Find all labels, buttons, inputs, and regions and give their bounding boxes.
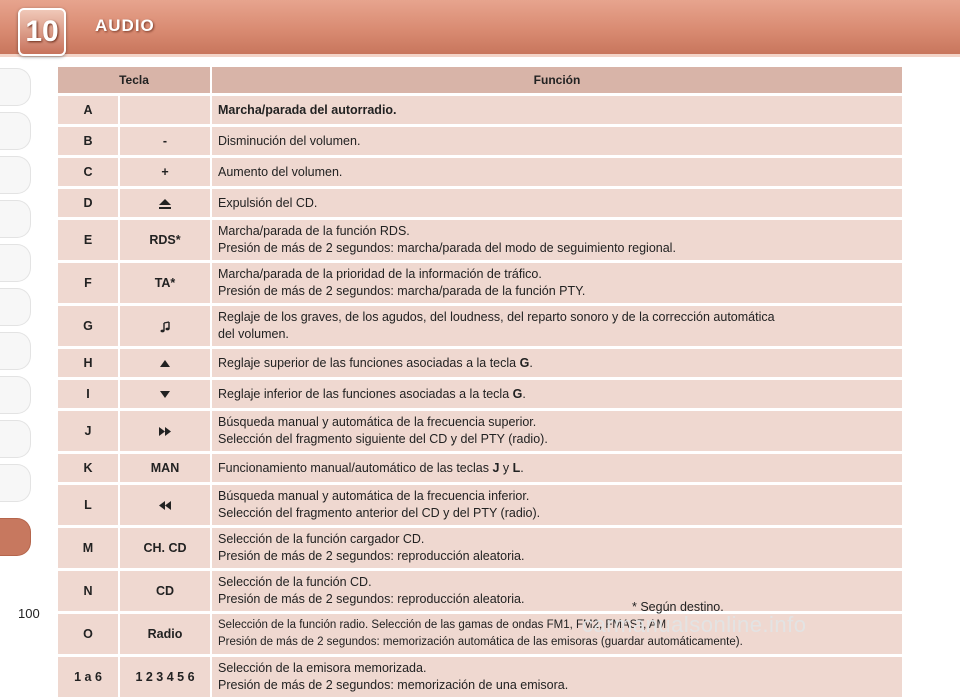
key-cell: O — [58, 614, 118, 654]
chapter-tabs — [0, 68, 32, 598]
function-text: Reglaje superior de las funciones asociadas a la tecla — [218, 355, 520, 370]
chapter-tab[interactable] — [0, 200, 31, 238]
symbol-cell: - — [120, 127, 210, 155]
chapter-title: AUDIO — [95, 16, 155, 35]
key-reference: G — [512, 386, 523, 401]
table-row — [58, 220, 902, 260]
function-line: Selección del fragmento siguiente del CD y del PTY (radio). — [218, 432, 548, 446]
function-cell — [212, 220, 902, 260]
function-line: Búsqueda manual y automática de la frecuencia superior. — [218, 415, 537, 429]
chapter-tab[interactable] — [0, 420, 31, 458]
function-text: Funcionamiento manual/automático de las teclas — [218, 460, 493, 475]
chapter-tab-active[interactable] — [0, 518, 31, 556]
key-cell: B — [58, 127, 118, 155]
chapter-tab[interactable] — [0, 332, 31, 370]
chapter-tab[interactable] — [0, 376, 31, 414]
chapter-tab[interactable] — [0, 288, 31, 326]
arrow-up-icon — [160, 360, 170, 367]
function-cell — [212, 657, 902, 697]
rewind-icon — [159, 501, 171, 510]
function-line: Selección del fragmento anterior del CD y del PTY (radio). — [218, 506, 541, 520]
table-row — [58, 158, 902, 186]
symbol-cell — [120, 189, 210, 217]
function-cell — [212, 380, 902, 408]
key-cell: K — [58, 454, 118, 482]
function-line: Selección de la emisora memorizada. — [218, 661, 427, 675]
key-reference: J — [492, 460, 500, 475]
symbol-cell — [120, 96, 210, 124]
symbol-cell — [120, 411, 210, 451]
function-cell — [212, 411, 902, 451]
key-cell: C — [58, 158, 118, 186]
symbol-cell: MAN — [120, 454, 210, 482]
header-divider — [0, 54, 960, 57]
symbol-cell: CH. CD — [120, 528, 210, 568]
symbol-cell: RDS* — [120, 220, 210, 260]
table-row — [58, 189, 902, 217]
function-line: Selección de la función cargador CD. — [218, 532, 425, 546]
table-row — [58, 528, 902, 568]
function-line: Presión de más de 2 segundos: marcha/parada del modo de seguimiento regional. — [218, 241, 676, 255]
function-line: Búsqueda manual y automática de la frecuencia inferior. — [218, 489, 530, 503]
table-row — [58, 263, 902, 303]
table-row — [58, 127, 902, 155]
key-cell: L — [58, 485, 118, 525]
key-cell: J — [58, 411, 118, 451]
table-row — [58, 96, 902, 124]
function-cell — [212, 263, 902, 303]
table-row — [58, 380, 902, 408]
chapter-tab[interactable] — [0, 156, 31, 194]
chapter-tab[interactable] — [0, 112, 31, 150]
function-cell — [212, 454, 902, 482]
function-text: . — [529, 355, 533, 370]
symbol-cell: TA* — [120, 263, 210, 303]
symbol-cell — [120, 380, 210, 408]
key-cell: I — [58, 380, 118, 408]
function-line: Selección de la función CD. — [218, 575, 372, 589]
chapter-number-badge: 10 — [18, 8, 66, 56]
table-row — [58, 306, 902, 346]
symbol-cell: 1 2 3 4 5 6 — [120, 657, 210, 697]
function-line: Presión de más de 2 segundos: reproducción aleatoria. — [218, 592, 525, 606]
function-line: Presión de más de 2 segundos: memorización de una emisora. — [218, 678, 569, 692]
table-row — [58, 454, 902, 482]
symbol-cell — [120, 485, 210, 525]
watermark: carmanualsonline.info — [582, 612, 807, 637]
key-cell: H — [58, 349, 118, 377]
arrow-down-icon — [160, 391, 170, 398]
symbol-cell — [120, 349, 210, 377]
function-line: del volumen. — [218, 327, 289, 341]
function-cell — [212, 96, 902, 124]
function-cell — [212, 306, 902, 346]
key-cell: N — [58, 571, 118, 611]
key-reference: L — [512, 460, 521, 475]
table-row — [58, 657, 902, 697]
column-header-function: Función — [212, 67, 902, 93]
function-cell — [212, 485, 902, 525]
symbol-cell — [120, 306, 210, 346]
function-text: Reglaje inferior de las funciones asociadas a la tecla — [218, 386, 513, 401]
chapter-tab[interactable] — [0, 244, 31, 282]
function-line: Marcha/parada de la función RDS. — [218, 224, 410, 238]
key-cell: D — [58, 189, 118, 217]
function-text: . — [522, 386, 526, 401]
page-number: 100 — [18, 606, 40, 621]
symbol-cell: + — [120, 158, 210, 186]
fast-forward-icon — [159, 427, 171, 436]
function-line: Reglaje de los graves, de los agudos, del loudness, del reparto sonoro y de la corrección automática — [218, 310, 775, 324]
function-line: Presión de más de 2 segundos: reproducción aleatoria. — [218, 549, 525, 563]
audio-keys-table — [56, 64, 904, 700]
function-cell: Aumento del volumen. — [212, 158, 902, 186]
function-cell: Expulsión del CD. — [212, 189, 902, 217]
table-row — [58, 349, 902, 377]
eject-icon — [158, 199, 172, 209]
footnote: * Según destino. — [632, 600, 724, 614]
table-row — [58, 411, 902, 451]
function-cell — [212, 571, 902, 611]
table-row — [58, 485, 902, 525]
symbol-cell: CD — [120, 571, 210, 611]
key-cell: G — [58, 306, 118, 346]
function-text: Marcha/parada del autorradio. — [218, 102, 397, 117]
key-cell: E — [58, 220, 118, 260]
key-cell: M — [58, 528, 118, 568]
function-line: Selección de la función radio. Selección de las gamas de ondas FM1, FM2, FMAST, AM. — [218, 619, 670, 631]
function-line: Presión de más de 2 segundos: marcha/parada de la función PTY. — [218, 284, 586, 298]
music-note-icon — [159, 321, 171, 333]
table-row — [58, 571, 902, 611]
chapter-tab[interactable] — [0, 68, 31, 106]
key-cell: A — [58, 96, 118, 124]
key-cell: F — [58, 263, 118, 303]
function-text: y — [499, 460, 513, 475]
function-line: Presión de más de 2 segundos: memorización automática de las emisoras (guardar automáticamente). — [218, 636, 743, 648]
function-cell — [212, 528, 902, 568]
key-reference: G — [519, 355, 530, 370]
function-text: . — [520, 460, 524, 475]
chapter-tab[interactable] — [0, 464, 31, 502]
function-line: Marcha/parada de la prioridad de la información de tráfico. — [218, 267, 542, 281]
column-header-key: Tecla — [58, 67, 210, 93]
symbol-cell: Radio — [120, 614, 210, 654]
function-cell — [212, 349, 902, 377]
key-cell: 1 a 6 — [58, 657, 118, 697]
function-cell: Disminución del volumen. — [212, 127, 902, 155]
